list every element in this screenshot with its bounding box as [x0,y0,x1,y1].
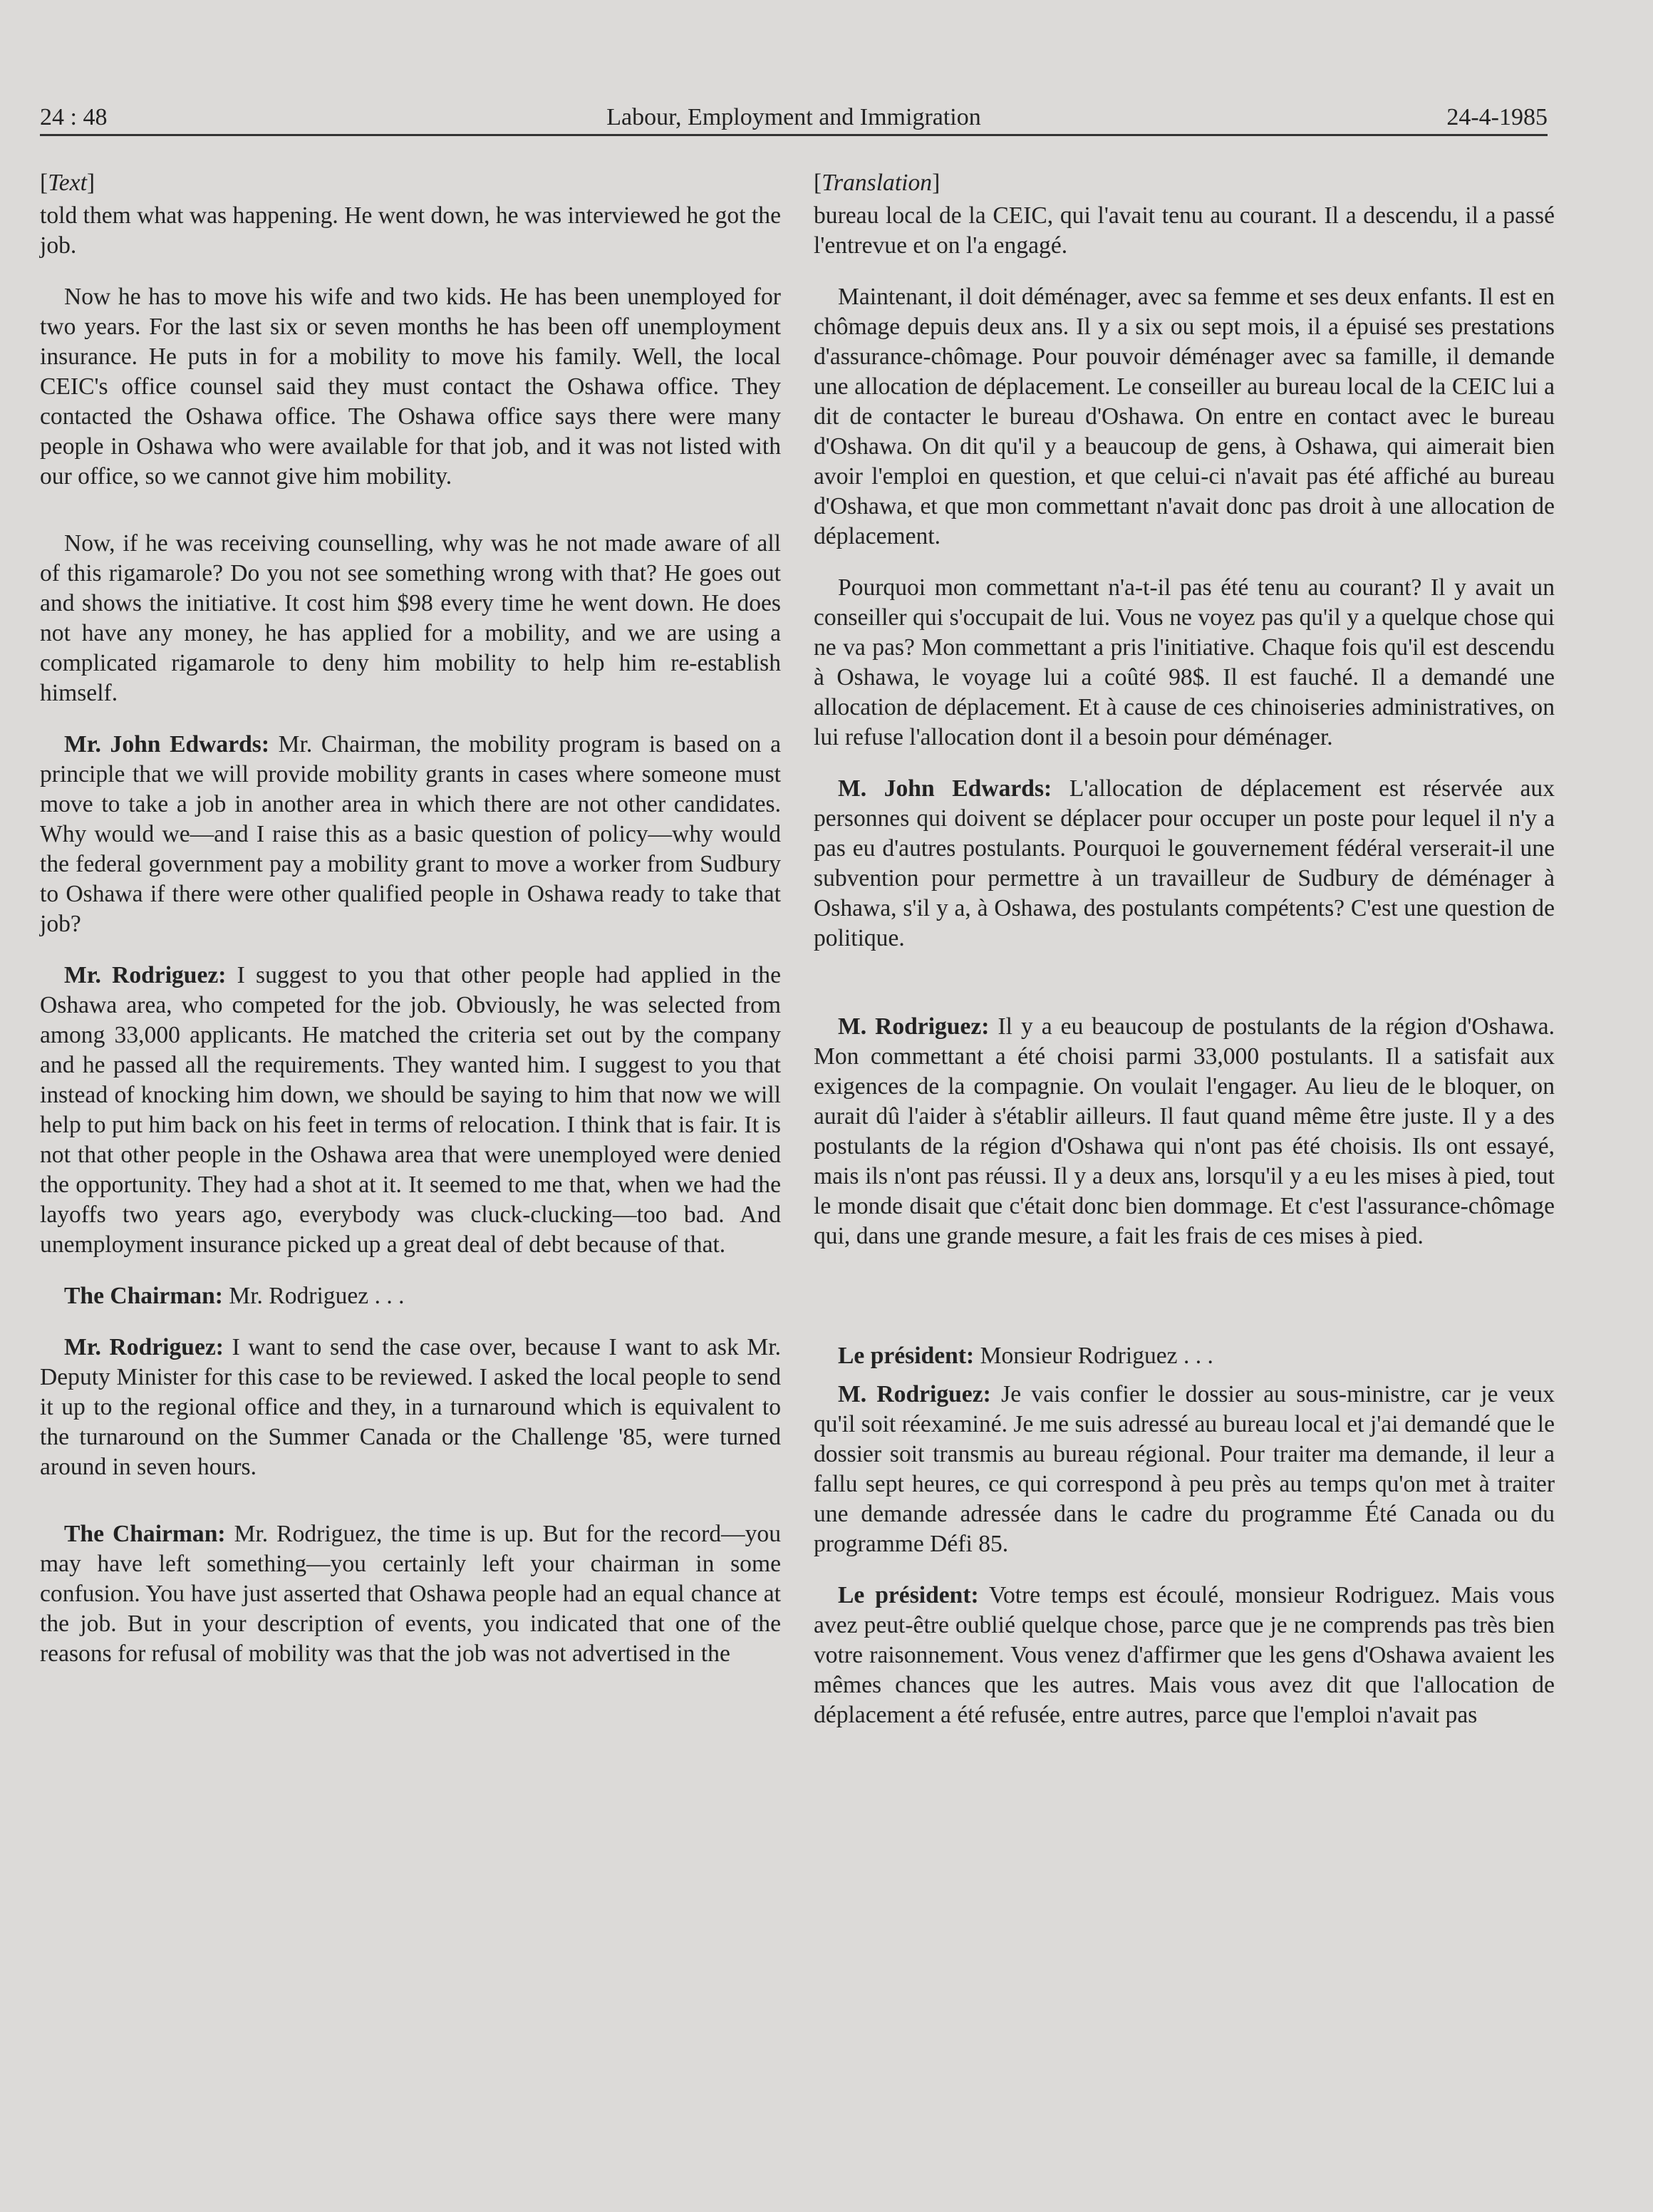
speaker-name: Mr. Rodriguez: [64,962,227,988]
speaker-name: Mr. Rodriguez: [64,1334,224,1360]
paragraph: M. John Edwards: L'allocation de déplacement est réservée aux personnes qui doivent se déplacer pour occuper un poste pour lequel il n'y a pas eu d'autres postulants. Pourquoi le gouvernement fédéral verserait-il une subvention pour permettre à un travailleur de Sudbury de déménager à Oshawa, s'il y a, à Oshawa, des postulants compétents? C'est une question de politique. [814,775,1555,951]
column-label: [Translation] [814,170,940,196]
page-header [40,90,1548,131]
speaker-name: Le président: [838,1343,975,1369]
speaker-name: Mr. John Edwards: [64,731,270,758]
speaker-name: Le président: [838,1582,979,1608]
paragraph: Mr. Rodriguez: I suggest to you that other people had applied in the Oshawa area, who competed for the job. Obviously, he was selected from among 33,000 applicants. He matched the criteria set out by the company and he passed all the requirements. They wanted him. I suggest to you that instead of knocking him down, we should be saying to him that now we will help to put him back on his feet in terms of relocation. I think that is fair. It is not that other people in the Oshawa area that were unemployed were denied the opportunity. They had a shot at it. It seemed to me that, when we had the layoffs two years ago, everybody was cluck-clucking—too bad. And unemployment insurance picked up a great deal of debt because of that. [40,962,781,1258]
speaker-name: M. John Edwards: [838,775,1052,802]
paragraph: Maintenant, il doit déménager, avec sa femme et ses deux enfants. Il est en chômage depuis deux ans. Il y a six ou sept mois, il a épuisé ses prestations d'assurance-chômage. Pour pouvoir déménager avec sa famille, il demande une allocation de déplacement. Le conseiller au bureau local de la CEIC lui a dit de contacter le bureau d'Oshawa. On entre en contact avec le bureau d'Oshawa. On dit qu'il y a beaucoup de gens, à Oshawa, qui aimerait bien avoir l'emploi en question, et que celui-ci n'avait pas été affiché au bureau d'Oshawa, et que mon commettant n'avait donc pas droit à une allocation de déplacement. [814,284,1555,549]
paragraph: Now, if he was receiving counselling, why was he not made aware of all of this rigamarole? Do you not see something wrong with that? He goes out and shows the initiative. It cost him $98 every time he went down. He does not have any money, he has applied for a mobility, and we are using a complicated rigamarole to deny him mobility to help him re-establish himself. [40,530,781,706]
column-label: [Text] [40,170,95,196]
paragraph: M. Rodriguez: Il y a eu beaucoup de postulants de la région d'Oshawa. Mon commettant a été choisi parmi 33,000 postulants. Il a satisfait aux exigences de la compagnie. On voulait l'engager. Au lieu de le bloquer, on aurait dû l'aider à s'établir ailleurs. Il faut quand même être juste. Il y a des postulants de la région d'Oshawa qui n'ont pas été choisis. Ils ont essayé, mais ils n'ont pas réussi. Il y a deux ans, lorsqu'il y a eu les mises à pied, tout le monde disait que c'était donc bien dommage. Et c'est l'assurance-chômage qui, dans une grande mesure, a fait les frais de ces mises à pied. [814,1013,1555,1249]
speaker-name: M. Rodriguez: [838,1013,990,1040]
paragraph: Mr. Rodriguez: I want to send the case over, because I want to ask Mr. Deputy Minister for this case to be reviewed. I asked the local people to send it up to the regional office and they, in a turnaround which is equivalent to the turnaround on the Summer Canada or the Challenge '85, were turned around in seven hours. [40,1334,781,1480]
header-rule [40,134,1548,136]
page-number: 24 : 48 [40,104,108,130]
paragraph: told them what was happening. He went down, he was interviewed he got the job. [40,202,781,259]
speaker-name: M. Rodriguez: [838,1381,991,1407]
paragraph: Le président: Votre temps est écoulé, monsieur Rodriguez. Mais vous avez peut-être oublié quelque chose, parce que je ne comprends pas très bien votre raisonnement. Vous venez d'affirmer que les gens d'Oshawa avaient les mêmes chances que les autres. Mais vous avez dit que l'allocation de déplacement a été refusée, entre autres, parce que l'emploi n'avait pas [814,1582,1555,1728]
paragraph: M. Rodriguez: Je vais confier le dossier au sous-ministre, car je veux qu'il soit réexaminé. Je me suis adressé au bureau local et j'ai demandé que le dossier soit transmis au bureau régional. Pour traiter ma demande, il leur a fallu sept heures, ce qui correspond à peu près au temps qu'on met à traiter une demande adressée dans le cadre du programme Été Canada ou du programme Défi 85. [814,1381,1555,1557]
paragraph: bureau local de la CEIC, qui l'avait tenu au courant. Il a descendu, il a passé l'entrevue et on l'a engagé. [814,202,1555,259]
paragraph: Le président: Monsieur Rodriguez . . . [838,1343,1213,1369]
speaker-name: The Chairman: [64,1521,226,1547]
paragraph: Pourquoi mon commettant n'a-t-il pas été tenu au courant? Il y avait un conseiller qui s'occupait de lui. Vous ne voyez pas qu'il y a quelque chose qui ne va pas? Mon commettant a pris l'initiative. Chaque fois qu'il est descendu à Oshawa, le voyage lui a coûté 98$. Il est fauché. Il a demandé une allocation de déplacement. Et à cause de ces chinoiseries administratives, on lui refuse l'allocation dont il a besoin pour déménager. [814,574,1555,750]
paragraph: The Chairman: Mr. Rodriguez . . . [64,1283,405,1309]
paragraph: Now he has to move his wife and two kids. He has been unemployed for two years. For the last six or seven months he has been off unemployment insurance. He puts in for a mobility to move his family. Well, the local CEIC's office counsel said they must contact the Oshawa office. They contacted the Oshawa office. The Oshawa office says there were many people in Oshawa who were available for that job, and it was not listed with our office, so we cannot give him mobility. [40,284,781,490]
publication-title: Labour, Employment and Immigration [606,104,981,130]
issue-date: 24-4-1985 [1446,104,1548,130]
speaker-name: The Chairman: [64,1283,223,1309]
english-column [40,168,781,1690]
french-column [814,168,1555,1752]
paragraph: The Chairman: Mr. Rodriguez, the time is up. But for the record—you may have left something—you certainly left your chairman in some confusion. You have just asserted that Oshawa people had an equal chance at the job. But in your description of events, you indicated that one of the reasons for refusal of mobility was that the job was not advertised in the [40,1521,781,1667]
paragraph: Mr. John Edwards: Mr. Chairman, the mobility program is based on a principle that we will provide mobility grants in cases where someone must move to take a job in another area in which there are not other candidates. Why would we—and I raise this as a basic question of policy—why would the federal government pay a mobility grant to move a worker from Sudbury to Oshawa if there were other qualified people in Oshawa ready to take that job? [40,731,781,937]
